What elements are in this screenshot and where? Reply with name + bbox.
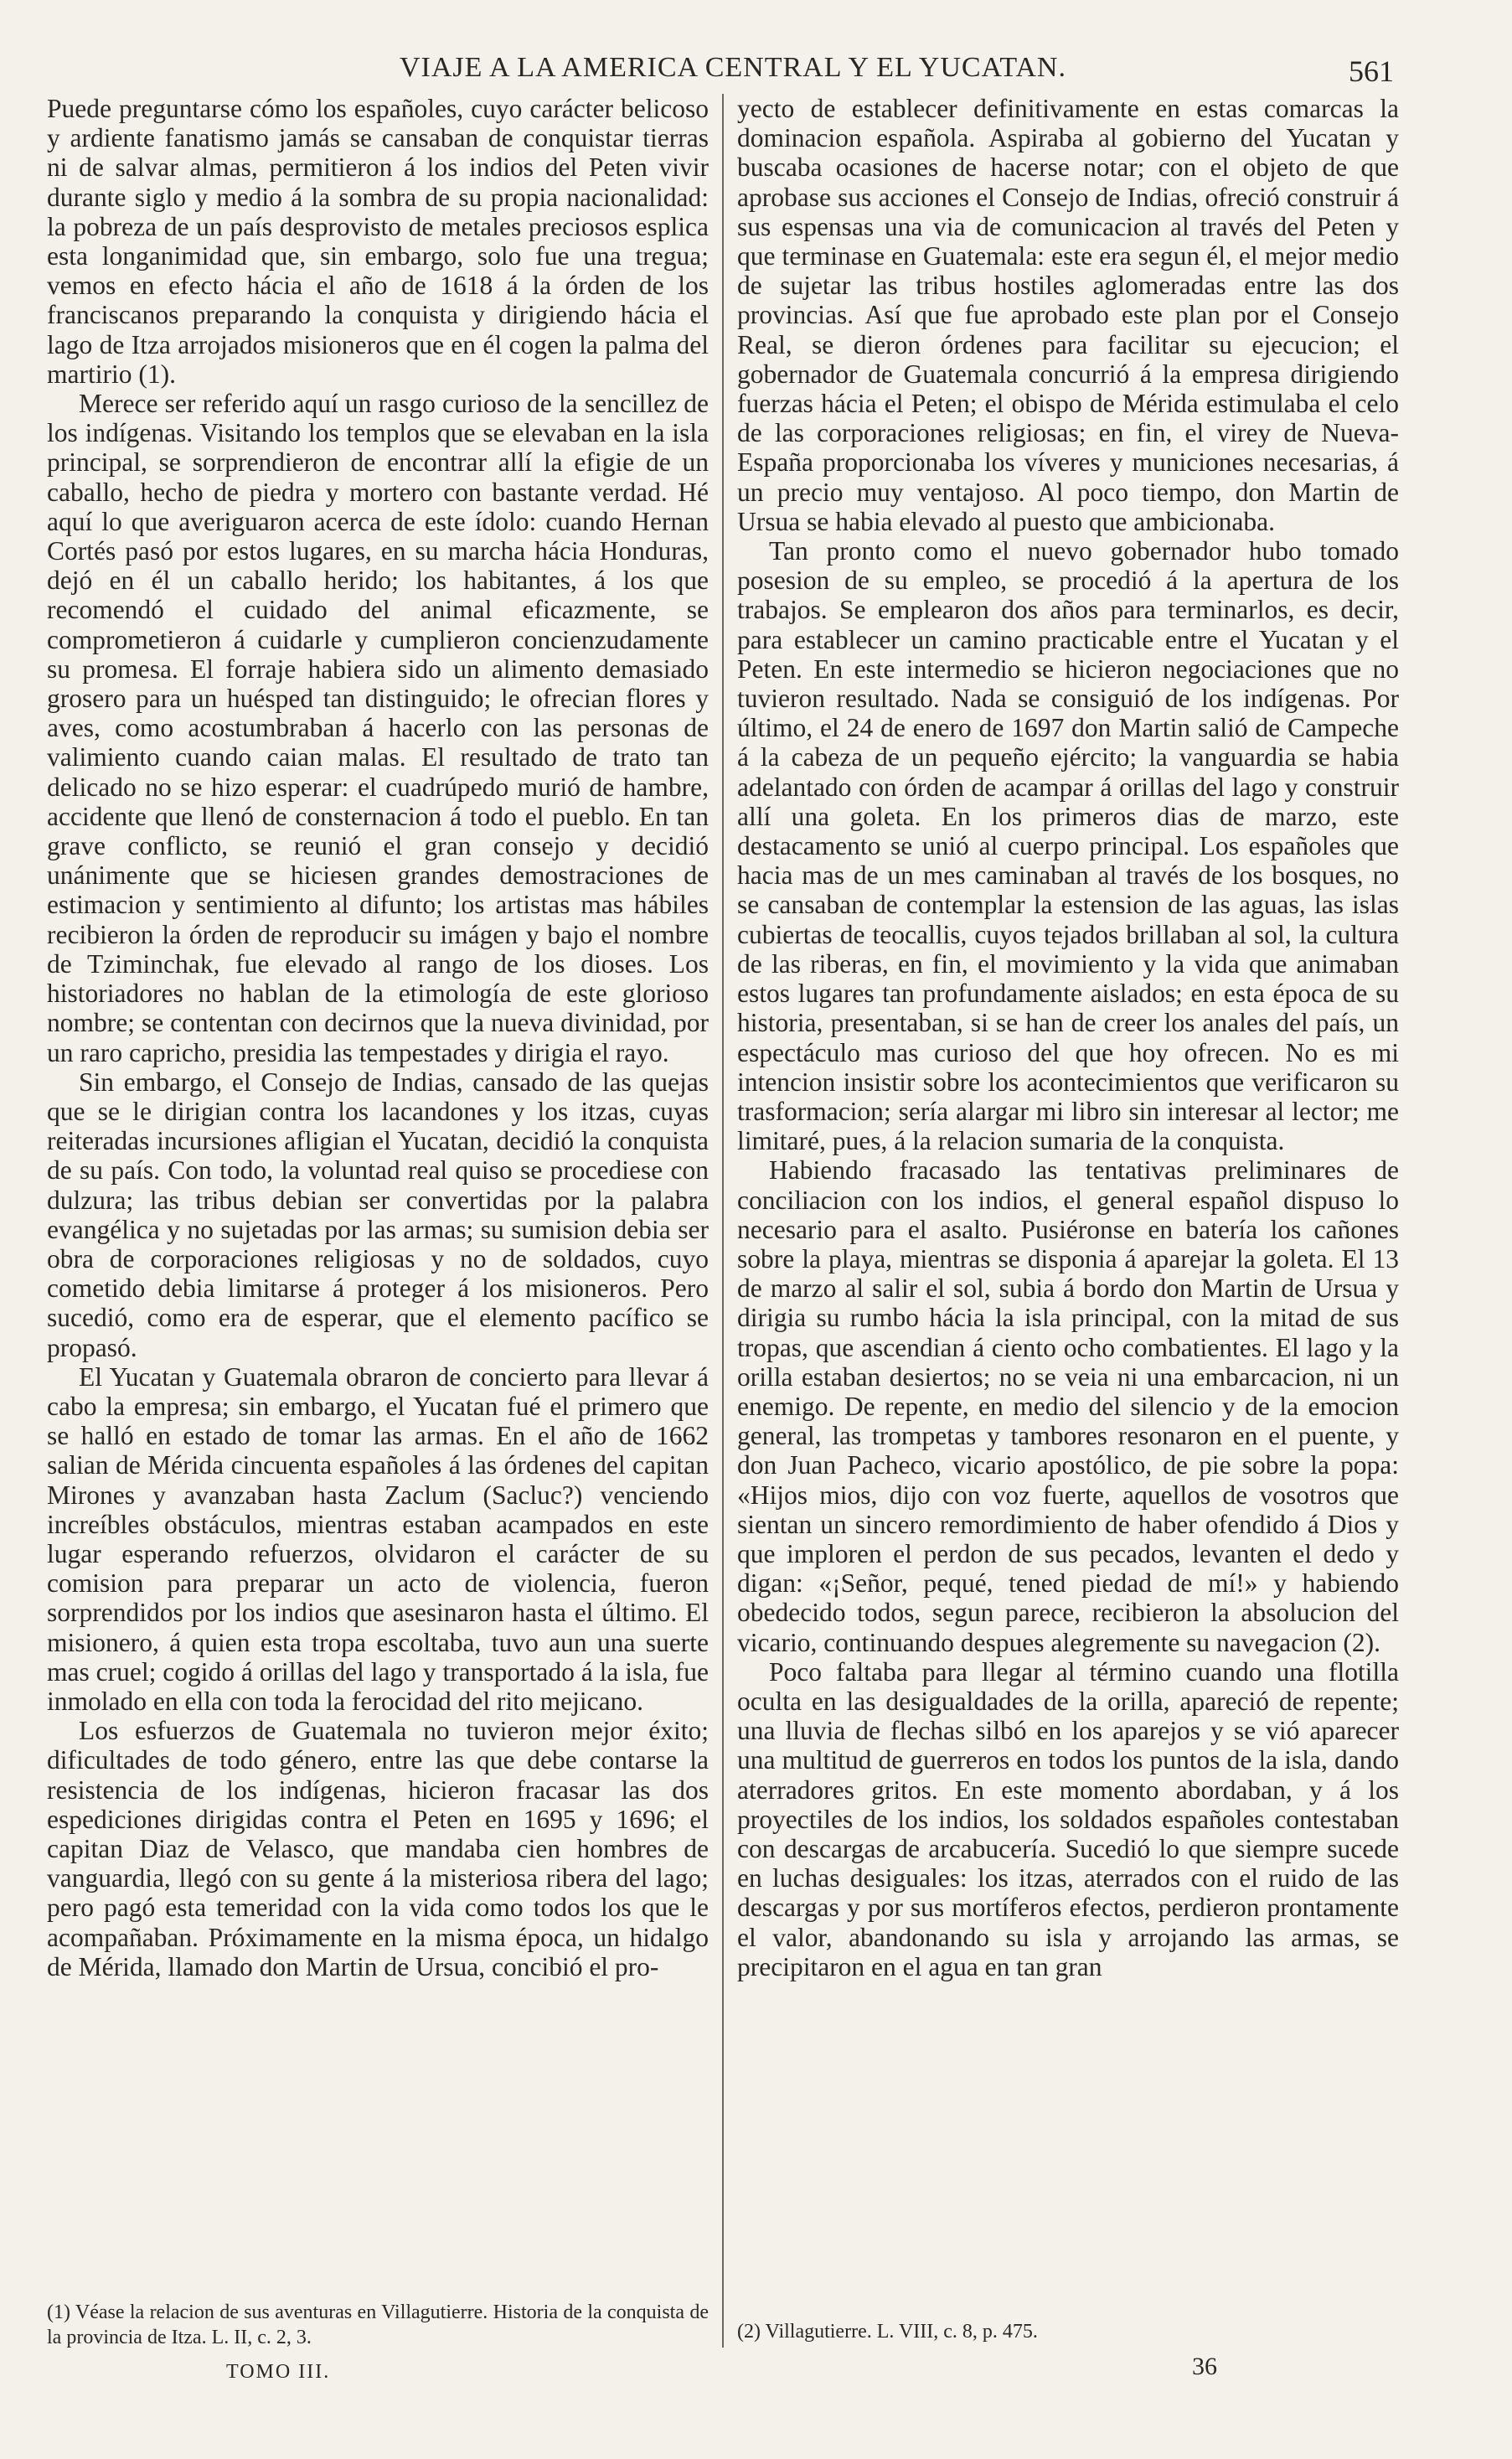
paragraph: Sin embargo, el Consejo de Indias, cansado de las quejas que se le dirigian contra los lacandones y los itzas, cuyas reiteradas incursiones afligian el Yucatan, decidió la conquista de su país. Con todo, la voluntad real quiso se procediese con dulzura; las tribus debian ser convertidas por la palabra evangélica y no sujetadas por las armas; su sumision debia ser obra de corporaciones religiosas y no de soldados, cuyo cometido debia limitarse á proteger á los misioneros. Pero sucedió, como era de esperar, que el elemento pacífico se propasó. — [47, 1067, 709, 1362]
paragraph: Merece ser referido aquí un rasgo curioso de la sencillez de los indígenas. Visitando los templos que se elevaban en la isla principal, se sorprendieron de encontrar allí la efigie de un caballo, hecho de piedra y mortero con bastante verdad. Hé aquí lo que averiguaron acerca de este ídolo: cuando Hernan Cortés pasó por estos lugares, en su marcha hácia Honduras, dejó en él un caballo herido; los habitantes, á los que recomendó el cuidado del animal eficazmente, se comprometieron á cuidarle y cumplieron concienzudamente su promesa. El forraje habiera sido un alimento demasiado grosero para un huésped tan distinguido; le ofrecian flores y aves, como acostumbraban á hacerlo con las personas de valimiento cuando caian malas. El resultado de trato tan delicado no se hizo esperar: el cuadrúpedo murió de hambre, accidente que llenó de consternacion á todo el pueblo. En tan grave conflicto, se reunió el gran consejo y decidió unánimente que se hiciesen grandes demostraciones de estimacion y sentimiento al difunto; los artistas mas hábiles recibieron la órden de reproducir su imágen y bajo el nombre de Tziminchak, fue elevado al rango de los dioses. Los historiadores no hablan de la etimología de este glorioso nombre; se contentan con decirnos que la nueva divinidad, por un raro capricho, presidia las tempestades y dirigia el rayo. — [47, 389, 709, 1067]
paragraph: El Yucatan y Guatemala obraron de concierto para llevar á cabo la empresa; sin embargo, el Yucatan fué el primero que se halló en estado de tomar las armas. En el año de 1662 salian de Mérida cincuenta españoles á las órdenes del capitan Mirones y avanzaban hasta Zaclum (Sacluc?) venciendo increíbles obstáculos, mientras estaban acampados en este lugar esperando refuerzos, olvidaron el carácter de su comision para preparar un acto de violencia, fueron sorprendidos por los indios que asesinaron hasta el último. El misionero, á quien esta tropa escoltaba, tuvo aun una suerte mas cruel; cogido á orillas del lago y transportado á la isla, fue inmolado en ella con toda la ferocidad del rito mejicano. — [47, 1361, 709, 1716]
footnote-right: (2) Villagutierre. L. VIII, c. 8, p. 475. — [737, 2321, 1038, 2343]
left-column — [47, 94, 709, 1981]
paragraph: Habiendo fracasado las tentativas preliminares de conciliacion con los indios, el general español dispuso lo necesario para el asalto. Pusiéronse en batería los cañones sobre la playa, mientras se disponia á aparejar la goleta. El 13 de marzo al salir el sol, subia á bordo don Martin de Ursua y dirigia su rumbo hácia la isla principal, con la mitad de sus tropas, que ascendian á ciento ocho combatientes. El lago y la orilla estaban desiertos; no se veia ni una embarcacion, ni un enemigo. De repente, en medio del silencio y de la emocion general, las trompetas y tambores resonaron en el puente, y don Juan Pacheco, vicario apostólico, de pie sobre la popa: «Hijos mios, dijo con voz fuerte, aquellos de vosotros que sientan un sincero remordimiento de haber ofendido á Dios y que imploren el perdon de sus pecados, levanten el dedo y digan: «¡Señor, pequé, tened piedad de mí!» y habiendo obedecido todos, segun parece, recibieron la absolucion del vicario, continuando despues alegremente su navegacion (2). — [737, 1155, 1399, 1657]
paragraph: Tan pronto como el nuevo gobernador hubo tomado posesion de su empleo, se procedió á la apertura de los trabajos. Se emplearon dos años para terminarlos, es decir, para establecer un camino practicable entre el Yucatan y el Peten. En este intermedio se hicieron negociaciones que no tuvieron resultado. Nada se consiguió de los indígenas. Por último, el 24 de enero de 1697 don Martin salió de Campeche á la cabeza de un pequeño ejército; la vanguardia se habia adelantado con órden de acampar á orillas del lago y construir allí una goleta. En los primeros dias de marzo, este destacamento se unió al cuerpo principal. Los españoles que hacia mas de un mes caminaban al través de los bosques, no se cansaban de contemplar la estension de las aguas, las islas cubiertas de teocallis, cuyos tejados brillaban al sol, la cultura de las riberas, en fin, el movimiento y la vida que animaban estos lugares tan profundamente aislados; en esta época de su historia, presentaban, si se han de creer los anales del país, un espectáculo mas curioso del que hoy ofrecen. No es mi intencion insistir sobre los acontecimientos que verificaron su trasformacion; sería alargar mi libro sin interesar al lector; me limitaré, pues, á la relacion sumaria de la conquista. — [737, 536, 1399, 1156]
volume-signature: TOMO III. — [226, 2361, 331, 2383]
paragraph: Puede preguntarse cómo los españoles, cuyo carácter belicoso y ardiente fanatismo jamás se cansaban de conquistar tierras ni de salvar almas, permitieron á los indios del Peten vivir durante siglo y medio á la sombra de su propia nacionalidad: la pobreza de un país desprovisto de metales preciosos esplica esta longanimidad que, sin embargo, solo fue una tregua; vemos en efecto hácia el año de 1618 á la órden de los franciscanos preparando la conquista y dirigiendo hácia el lago de Itza arrojados misioneros que en él cogen la palma del martirio (1). — [47, 94, 709, 389]
page-number: 561 — [1349, 54, 1394, 88]
sheet-number: 36 — [1192, 2353, 1217, 2380]
column-divider — [722, 94, 724, 2348]
footnote-left: (1) Véase la relacion de sus aventuras en Villagutierre. Historia de la conquista de la provincia de Itza. L. II, c. 2, 3. — [47, 2301, 709, 2348]
running-title: VIAJE A LA AMERICA CENTRAL Y EL YUCATAN. — [400, 52, 1066, 83]
paragraph: Poco faltaba para llegar al término cuando una flotilla oculta en las desigualdades de la orilla, apareció de repente; una lluvia de flechas silbó en los aparejos y se vió aparecer una multitud de guerreros en todos los puntos de la isla, dando aterradores gritos. En este momento abordaban, y á los proyectiles de los indios, los soldados españoles contestaban con descargas de arcabucería. Sucedió lo que siempre sucede en luchas desiguales: los itzas, aterrados con el ruido de las descargas y por sus mortíferos efectos, perdieron prontamente el valor, abandonando su isla y arrojando las armas, se precipitaron en el agua en tan gran — [737, 1656, 1399, 1981]
paragraph: Los esfuerzos de Guatemala no tuvieron mejor éxito; dificultades de todo género, entre las que debe contarse la resistencia de los indígenas, hicieron fracasar las dos espediciones dirigidas contra el Peten en 1695 y 1696; el capitan Diaz de Velasco, que mandaba cien hombres de vanguardia, llegó con su gente á la misteriosa ribera del lago; pero pagó esta temeridad con la vida como todos los que le acompañaban. Próximamente en la misma época, un hidalgo de Mérida, llamado don Martin de Ursua, concibió el pro- — [47, 1716, 709, 1981]
right-column — [737, 94, 1399, 1981]
paragraph: yecto de establecer definitivamente en estas comarcas la dominacion española. Aspiraba al gobierno del Yucatan y buscaba ocasiones de hacerse notar; con el objeto de que aprobase sus acciones el Consejo de Indias, ofreció construir á sus espensas una via de comunicacion al través del Peten y que terminase en Guatemala: este era segun él, el mejor medio de sujetar las tribus hostiles aglomeradas entre las dos provincias. Así que fue aprobado este plan por el Consejo Real, se dieron órdenes para facilitar su ejecucion; el gobernador de Guatemala concurrió á la empresa dirigiendo fuerzas hácia el Peten; el obispo de Mérida estimulaba el celo de las corporaciones religiosas; en fin, el virey de Nueva-España proporcionaba los víveres y municiones necesarias, á un precio muy ventajoso. Al poco tiempo, don Martin de Ursua se habia elevado al puesto que ambicionaba. — [737, 94, 1399, 536]
